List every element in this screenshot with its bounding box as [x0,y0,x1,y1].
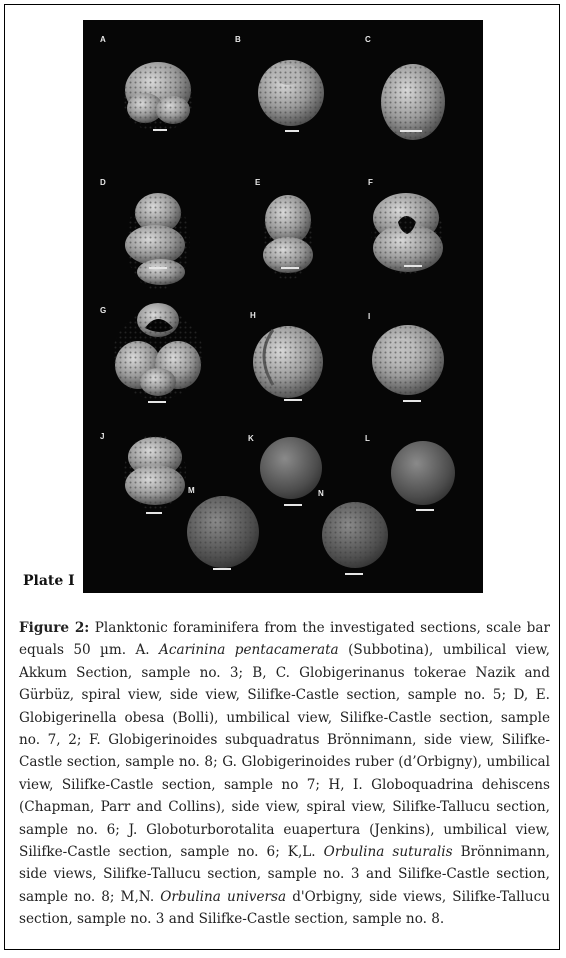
scale-bar-i [403,400,421,402]
panel-letter-i: I [368,312,371,321]
panel-letter-b: B [235,35,241,44]
specimen-n [322,502,388,568]
specimen-b [258,60,324,126]
caption-text-2: (Subbotina), umbilical view, Akkum Section, sample no. 3; B, C. Globigerinanus tokerae Nazik and Gürbüz, spiral view, side view, Silifke-Castle section, sample no. 5; D, E. Globigerinella obesa (Bolli), umbilical view, Silifke-Castle section, sample no. 7, 2; F. Globigerinoides subquadratus Brönnimann, side view, Silifke-Castle section, sample no. 8; G. Globigerinoides ruber (d’Orbigny), umbilical view, Silifke-Castle section, sample no 7; H, I. Globoquadrina dehiscens (Chapman, Parr and Collins), side view, spiral view, Silifke-Tallucu section, sample no. 6; J. Globoturborotalita euapertura (Jenkins), umbilical view, Silifke-Castle section, sample no. 6; K,L. [19,642,550,861]
panel-letter-n: N [318,489,324,498]
specimen-h [253,326,323,398]
scale-bar-f [404,265,422,267]
scale-bar-d [149,267,167,269]
scale-bar-c [400,130,422,132]
scale-bar-m [213,568,231,570]
plate-svg [83,20,483,593]
caption-taxon-1: Acarinina pentacamerata [159,642,339,659]
specimen-k [260,437,322,499]
scale-bar-k [284,504,302,506]
figure-caption [19,617,550,931]
panel-letter-f: F [368,178,373,187]
caption-taxon-3: Orbulina universa [160,888,287,905]
specimen-c [381,64,445,140]
caption-text-4: d'Orbigny, side views, Silifke-Tallucu section, sample no. 3 and Silifke-Castle section, sample no. 8. [19,888,551,928]
panel-letter-j: J [100,432,105,441]
panel-letter-d: D [100,178,106,187]
scale-bar-b [285,130,299,132]
panel-letter-k: K [248,434,254,443]
specimen-a [123,62,193,132]
panel-letter-e: E [255,178,261,187]
panel-letter-l: L [365,434,370,443]
panel-letter-c: C [365,35,371,44]
specimen-f [371,193,443,274]
specimen-m [187,496,259,568]
scale-bar-g [148,401,166,403]
scale-bar-n [345,573,363,575]
scale-bar-a [153,129,167,131]
plate-image [83,20,483,593]
specimen-g [113,303,203,400]
scale-bar-j [146,512,162,514]
caption-text-1: Planktonic foraminifera from the investigated sections, scale bar equals 50 µm. A. [19,620,550,659]
caption-taxon-2: Orbulina suturalis [323,844,453,861]
specimen-l [391,441,455,505]
scale-bar-h [284,399,302,401]
specimen-d [125,193,190,290]
scale-bar-e [281,267,299,269]
panel-letter-g: G [100,306,107,315]
plate-title: Plate I [23,573,75,589]
scale-bar-l [416,509,434,511]
specimen-i [372,325,444,395]
specimen-j [124,434,186,510]
panel-letter-a: A [100,35,106,44]
panel-letter-m: M [188,486,195,495]
caption-text-3: Brönnimann, side views, Silifke-Tallucu section, sample no. 3 and Silifke-Castle section, sample no. 8; M,N. [19,844,550,905]
panel-letter-h: H [250,311,256,320]
caption-label: Figure 2: [19,620,90,636]
